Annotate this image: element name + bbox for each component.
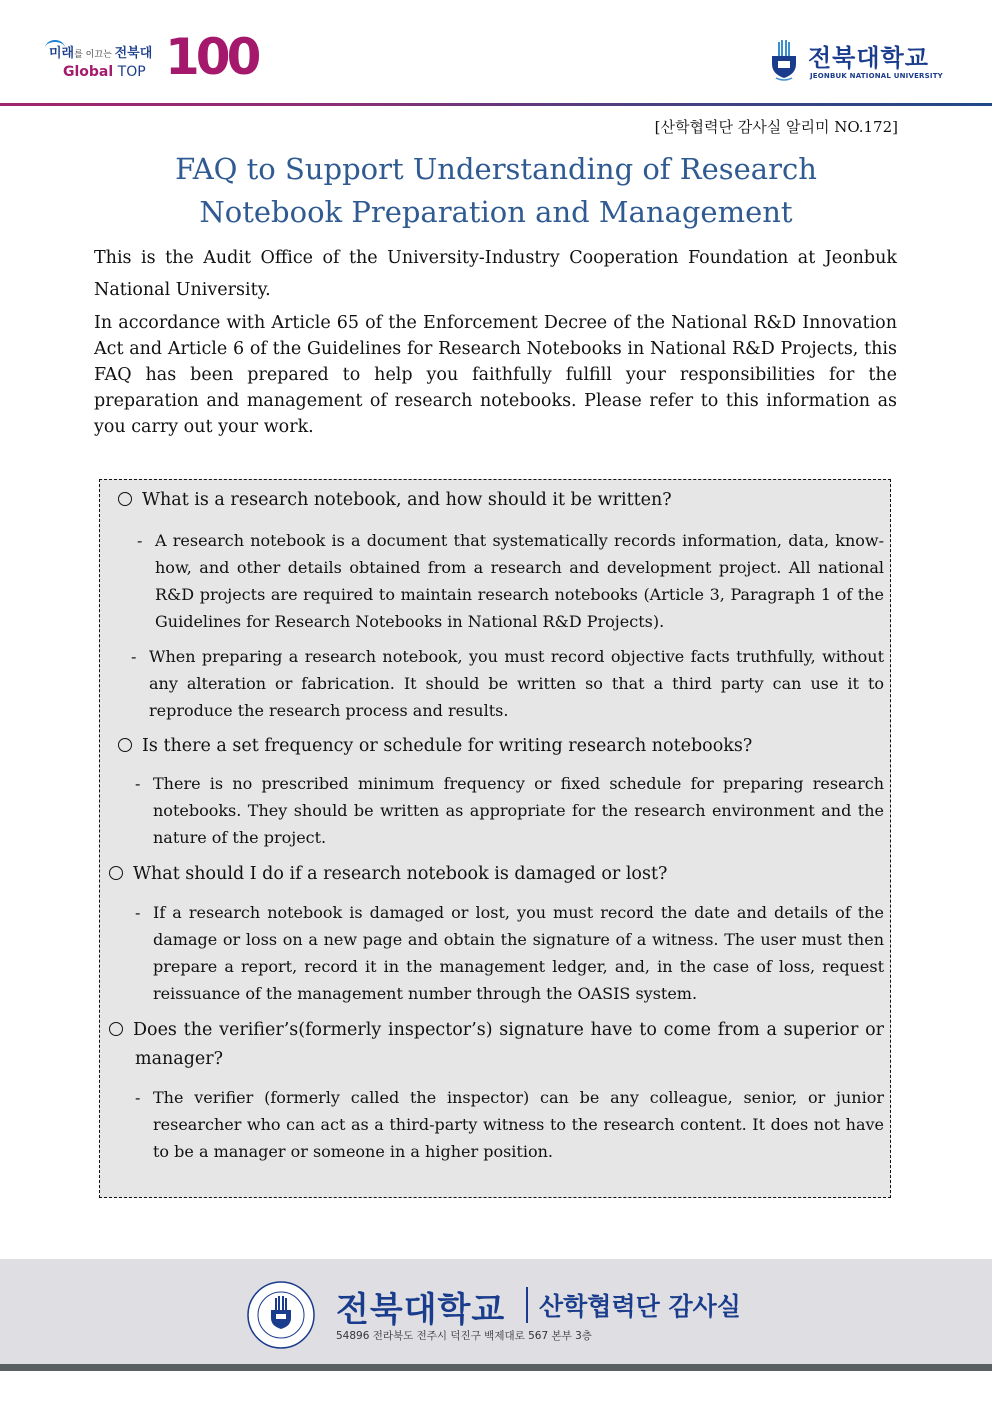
faq-answer-1-1 <box>137 527 884 635</box>
circle-bullet-icon <box>109 1022 123 1036</box>
dash-bullet: - <box>137 531 143 550</box>
dash-bullet: - <box>135 903 141 922</box>
university-seal-icon <box>246 1280 316 1350</box>
footer-office-name: 산학협력단 감사실 <box>539 1292 741 1321</box>
logo-tagline <box>49 42 152 61</box>
faq-question-text: What should I do if a research notebook is damaged or lost? <box>133 864 668 884</box>
footer-divider <box>526 1287 528 1323</box>
faq-question-text: What is a research notebook, and how should it be written? <box>142 490 672 510</box>
faq-answer-4-1 <box>135 1084 884 1165</box>
footer-address: 54896 전라북도 전주시 덕진구 백제대로 567 본부 3층 <box>336 1330 592 1342</box>
tagline-suffix: 전북대 <box>114 46 153 61</box>
logo-global-top <box>63 64 146 80</box>
faq-question-3 <box>109 860 667 889</box>
university-name: 전북대학교 <box>808 44 929 72</box>
university-subtitle: JEONBUK NATIONAL UNIVERSITY <box>810 72 943 80</box>
faq-answer-2-1 <box>135 770 884 851</box>
circle-bullet-icon <box>109 866 123 880</box>
footer-university-name: 전북대학교 <box>336 1290 506 1330</box>
university-logo <box>770 40 950 86</box>
faq-answer-text: When preparing a research notebook, you must record objective facts truthfully, without any alteration or fabrication. It should be written so that a third party can use it to reproduce the research process and results. <box>149 647 884 720</box>
faq-answer-text: A research notebook is a document that systematically records information, data, know-how, and other details obtained from a research and development project. All national R&D projects are required to maintain research notebooks (Article 3, Paragraph 1 of the Guidelines for Research Notebooks in National R&D Projects). <box>155 531 884 631</box>
circle-bullet-icon <box>118 738 132 752</box>
header-divider <box>0 103 992 106</box>
dash-bullet: - <box>135 1088 141 1107</box>
circle-bullet-icon <box>118 492 132 506</box>
page-title <box>0 148 992 234</box>
intro <box>94 242 897 444</box>
faq-question-4 <box>109 1016 884 1074</box>
faq-question-1 <box>118 486 672 515</box>
faq-answer-3-1 <box>135 899 884 1007</box>
faq-question-text: Does the verifier’s(formerly inspector’s) signature have to come from a superior or manager? <box>133 1020 884 1069</box>
intro-paragraph-1: This is the Audit Office of the University-Industry Cooperation Foundation at Jeonbuk National University. <box>94 248 897 300</box>
tagline-small: 를 이끄는 <box>74 50 115 60</box>
page-header <box>0 0 992 106</box>
university-emblem-icon <box>770 40 798 82</box>
faq-question-2 <box>118 732 752 761</box>
footer-bar <box>0 1364 992 1371</box>
logo-top: TOP <box>117 64 146 80</box>
logo-global: Global <box>63 64 114 80</box>
faq-answer-text: The verifier (formerly called the inspector) can be any colleague, senior, or junior researcher who can act as a third-party witness to the research content. It does not have to be a manager or someone in a higher position. <box>153 1088 884 1161</box>
global-top-100-logo <box>45 28 258 86</box>
title-line-2: Notebook Preparation and Management <box>199 195 793 229</box>
logo-100: 100 <box>165 28 258 86</box>
intro-paragraph-2: In accordance with Article 65 of the Enforcement Decree of the National R&D Innovation Act and Article 6 of the Guidelines for Research Notebooks in National R&D Projects, this FAQ has been prepared to help you faithfully fulfill your responsibilities for the preparation and management of research notebooks. Please refer to this information as you carry out your work. <box>94 313 897 437</box>
dash-bullet: - <box>131 647 137 666</box>
faq-question-text: Is there a set frequency or schedule for writing research notebooks? <box>142 736 753 756</box>
dash-bullet: - <box>135 774 141 793</box>
title-line-1: FAQ to Support Understanding of Research <box>175 152 817 186</box>
issue-label: [산학협력단 감사실 알리미 NO.172] <box>654 118 898 136</box>
faq-answer-1-2 <box>131 643 884 724</box>
faq-answer-text: There is no prescribed minimum frequency or fixed schedule for preparing research notebooks. They should be written as appropriate for the research environment and the nature of the project. <box>153 774 884 847</box>
tagline-prefix: 미래 <box>49 46 75 61</box>
faq-answer-text: If a research notebook is damaged or lost, you must record the date and details of the damage or loss on a new page and obtain the signature of a witness. The user must then prepare a report, record it in the management ledger, and, in the case of loss, request reissuance of the management number through the OASIS system. <box>153 903 884 1003</box>
